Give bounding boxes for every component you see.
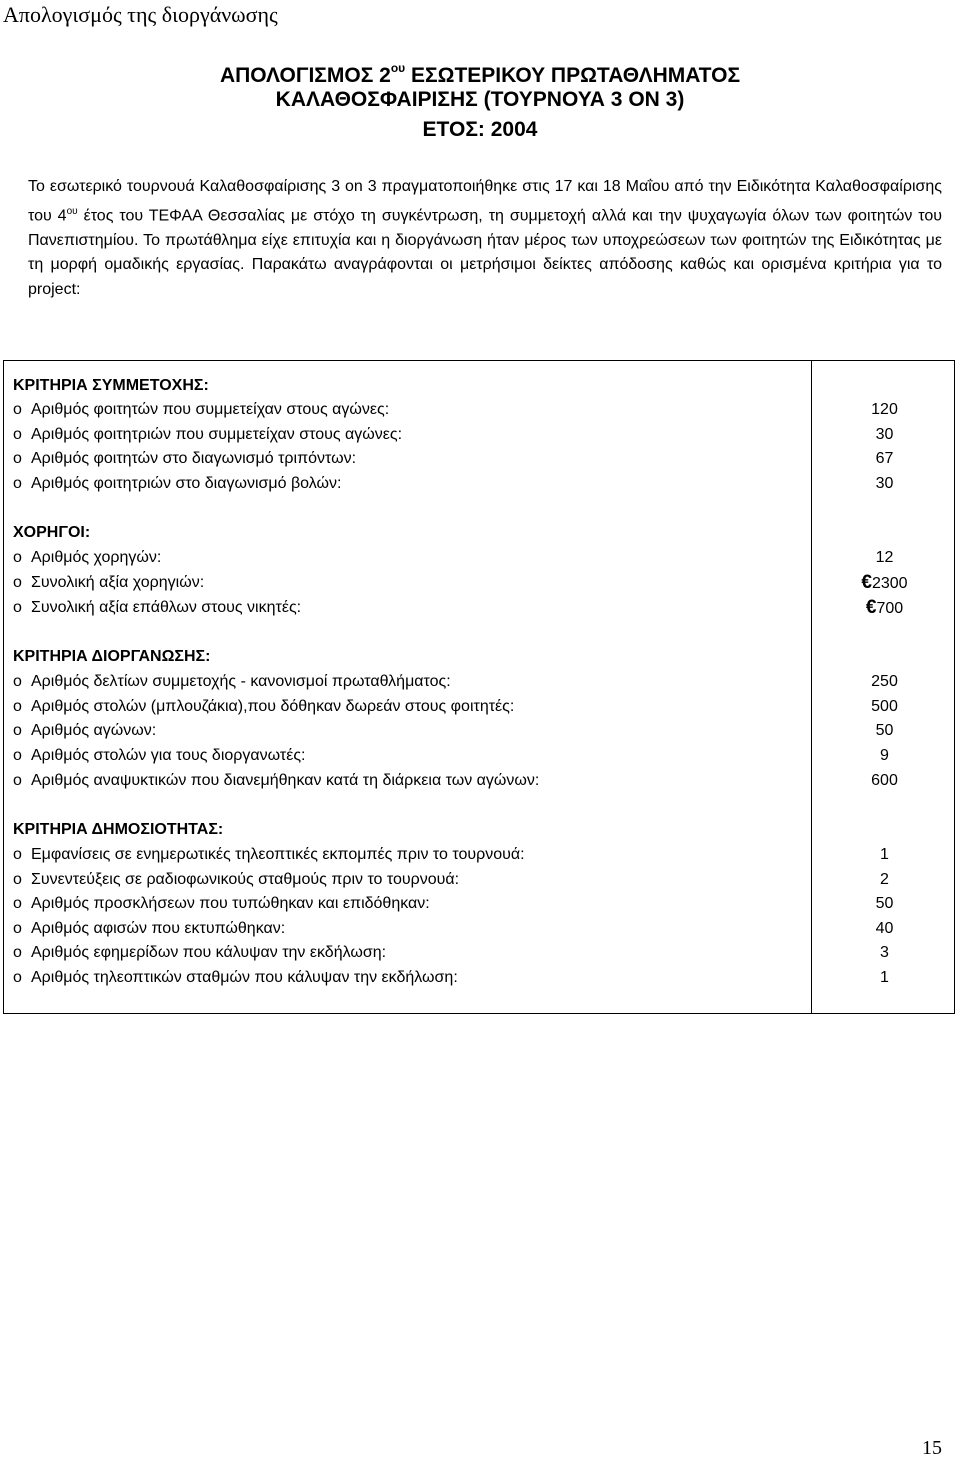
- bullet: o: [13, 772, 22, 789]
- title-superscript: ου: [390, 61, 406, 75]
- bullet: o: [13, 475, 22, 492]
- item-label: Αριθμός στολών (μπλουζάκια),που δόθηκαν δωρεάν στους φοιτητές:: [31, 698, 515, 715]
- euro-sign: €: [861, 572, 872, 593]
- item-label: Αριθμός χορηγών:: [31, 549, 162, 566]
- list-item: [13, 843, 525, 867]
- item-label: Αριθμός φοιτητριών που συμμετείχαν στους αγώνες:: [31, 426, 403, 443]
- item-label: Συνολική αξία επάθλων στους νικητές:: [31, 599, 302, 616]
- bullet: o: [13, 426, 22, 443]
- criteria-table: [3, 360, 955, 1014]
- item-label: Αριθμός φοιτητών στο διαγωνισμό τριπόντων:: [31, 450, 357, 467]
- bullet: o: [13, 920, 22, 937]
- bullet: o: [13, 549, 22, 566]
- item-label: Εμφανίσεις σε ενημερωτικές τηλεοπτικές εκπομπές πριν το τουρνουά:: [31, 846, 525, 863]
- intro-text-1: Το εσωτερικό τουρνουά Καλαθοσφαίρισης 3 on 3 πραγματοποιήθηκε στις 17 και 18 Μαΐου από την Ειδικότητα Καλαθοσφαίρισης του 4: [28, 178, 942, 224]
- section-title: ΚΡΙΤΗΡΙΑ ΔΗΜΟΣΙΟΤΗΤΑΣ:: [13, 821, 224, 838]
- item-value: 50: [875, 722, 894, 739]
- item-value: 120: [871, 401, 898, 418]
- column-divider: [811, 361, 812, 1013]
- item-label: Αριθμός φοιτητριών στο διαγωνισμό βολών:: [31, 475, 342, 492]
- list-item: [13, 546, 161, 570]
- bullet: o: [13, 401, 22, 418]
- title-line-1-rest: ΕΣΩΤΕΡΙΚΟΥ ΠΡΩΤΑΘΛΗΜΑΤΟΣ: [405, 64, 741, 87]
- item-label: Αριθμός δελτίων συμμετοχής - κανονισμοί πρωταθλήματος:: [31, 673, 451, 690]
- page-number: 15: [922, 1437, 942, 1459]
- item-label: Αριθμός αναψυκτικών που διανεμήθηκαν κατά τη διάρκεια των αγώνων:: [31, 772, 540, 789]
- list-item: [13, 719, 156, 743]
- item-label: Αριθμός φοιτητών που συμμετείχαν στους αγώνες:: [31, 401, 390, 418]
- item-value: 1: [880, 969, 889, 986]
- item-value: 12: [875, 549, 894, 566]
- item-value: 9: [880, 747, 889, 764]
- bullet: o: [13, 895, 22, 912]
- list-item: [13, 868, 459, 892]
- intro-superscript: ου: [66, 205, 78, 217]
- intro-paragraph: [28, 175, 942, 302]
- list-item: [13, 447, 356, 471]
- item-label: Συνεντεύξεις σε ραδιοφωνικούς σταθμούς πριν το τουρνουά:: [31, 871, 460, 888]
- list-item: [13, 941, 386, 965]
- item-value: 40: [875, 920, 894, 937]
- list-item: [13, 398, 389, 422]
- item-value: 30: [875, 475, 894, 492]
- bullet: o: [13, 450, 22, 467]
- list-item: [13, 695, 514, 719]
- section-title: ΧΟΡΗΓΟΙ:: [13, 524, 91, 541]
- bullet: o: [13, 969, 22, 986]
- bullet: o: [13, 574, 22, 591]
- bullet: o: [13, 944, 22, 961]
- title-line-2: ΚΑΛΑΘΟΣΦΑΙΡΙΣΗΣ (ΤΟΥΡΝΟΥΑ 3 ΟΝ 3): [275, 88, 685, 111]
- bullet: o: [13, 871, 22, 888]
- list-item: [13, 892, 430, 916]
- value-text: 700: [876, 600, 904, 617]
- item-label: Αριθμός αφισών που εκτυπώθηκαν:: [31, 920, 286, 937]
- bullet: o: [13, 722, 22, 739]
- item-value: 250: [871, 673, 898, 690]
- list-item: [13, 571, 204, 595]
- list-item: [13, 744, 306, 768]
- list-item: [13, 917, 285, 941]
- list-item: [13, 596, 301, 620]
- list-item: [13, 966, 458, 990]
- section-title: ΚΡΙΤΗΡΙΑ ΣΥΜΜΕΤΟΧΗΣ:: [13, 377, 209, 394]
- item-label: Αριθμός προσκλήσεων που τυπώθηκαν και επιδόθηκαν:: [31, 895, 430, 912]
- item-label: Αριθμός τηλεοπτικών σταθμών που κάλυψαν την εκδήλωση:: [31, 969, 458, 986]
- item-value: 600: [871, 772, 898, 789]
- bullet: o: [13, 747, 22, 764]
- value-text: 2300: [871, 575, 908, 592]
- item-label: Αριθμός στολών για τους διοργανωτές:: [31, 747, 306, 764]
- bullet: o: [13, 673, 22, 690]
- item-value: [813, 571, 956, 596]
- item-value: 50: [875, 895, 894, 912]
- running-header: Απολογισμός της διοργάνωσης: [3, 2, 278, 27]
- title-line-1: [0, 56, 960, 90]
- intro-text-2: έτος του ΤΕΦΑΑ Θεσσαλίας με στόχο τη συγκέντρωση, τη συμμετοχή αλλά και την ψυχαγωγία όλων των φοιτητών του Πανεπιστημίου. Το πρωτάθλημα είχε επιτυχία και η διοργάνωση ήταν μέρος των υποχρεώσεων των φοιτητών της Ειδικότητας με τη μορφή ομαδικής εργασίας. Παρακάτω αναγράφονται οι μετρήσιμοι δείκτες απόδοσης καθώς και ορισμένα κριτήρια για το project:: [28, 206, 943, 298]
- bullet: o: [13, 698, 22, 715]
- list-item: [13, 769, 539, 793]
- title-line-3: ΕΤΟΣ: 2004: [422, 118, 538, 141]
- item-value: 2: [880, 871, 889, 888]
- title-line-1-text: ΑΠΟΛΟΓΙΣΜΟΣ 2: [219, 64, 391, 87]
- item-label: Αριθμός εφημερίδων που κάλυψαν την εκδήλωση:: [31, 944, 387, 961]
- euro-sign: €: [865, 597, 877, 618]
- list-item: [13, 472, 341, 496]
- item-label: Συνολική αξία χορηγιών:: [31, 574, 205, 591]
- item-value: 30: [875, 426, 894, 443]
- bullet: o: [13, 599, 22, 616]
- item-value: 500: [871, 698, 898, 715]
- list-item: [13, 423, 402, 447]
- item-label: Αριθμός αγώνων:: [31, 722, 157, 739]
- item-value: [813, 596, 956, 621]
- item-value: 3: [880, 944, 889, 961]
- bullet: o: [13, 846, 22, 863]
- item-value: 67: [875, 450, 894, 467]
- list-item: [13, 670, 451, 694]
- item-value: 1: [880, 846, 889, 863]
- section-title: ΚΡΙΤΗΡΙΑ ΔΙΟΡΓΑΝΩΣΗΣ:: [13, 648, 211, 665]
